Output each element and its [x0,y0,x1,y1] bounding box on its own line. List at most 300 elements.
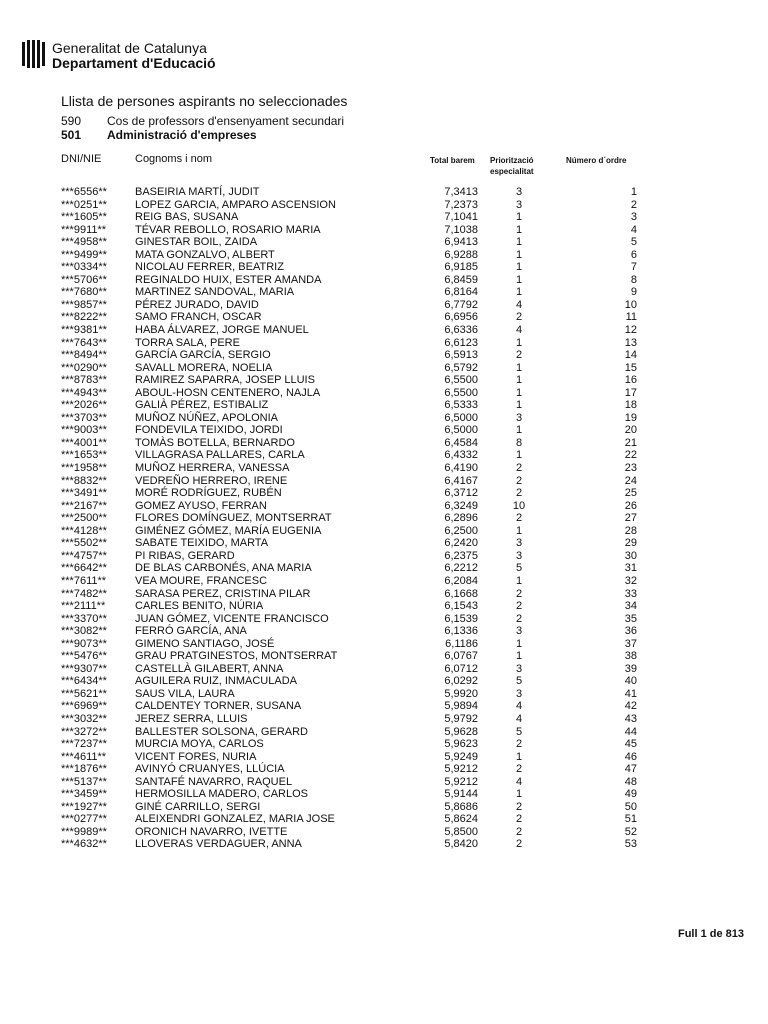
row-name: CASTELLÀ GILABERT, ANNA [135,662,284,675]
row-numero-ordre: 44 [624,725,637,738]
table-row [0,512,768,525]
row-prioritzacio: 1 [515,650,523,663]
row-dni: ***7643** [61,336,107,349]
row-numero-ordre: 46 [624,750,637,763]
row-numero-ordre: 39 [624,662,637,675]
row-name: GOMEZ AYUSO, FERRAN [135,499,267,512]
row-numero-ordre: 32 [624,574,637,587]
row-dni: ***1927** [61,800,107,813]
header-nom: Cognoms i nom [135,153,213,165]
row-numero-ordre: 36 [624,625,637,638]
table-row [0,600,768,613]
header-dni: DNI/NIE [61,153,102,165]
row-prioritzacio: 3 [515,662,523,675]
table-row [0,475,768,488]
row-numero-ordre: 50 [624,800,637,813]
table-row [0,274,768,287]
row-prioritzacio: 2 [515,462,523,475]
row-name: CARLES BENITO, NÚRIA [135,600,264,613]
row-prioritzacio: 1 [515,524,523,537]
row-prioritzacio: 1 [515,236,523,249]
row-numero-ordre: 12 [624,324,637,337]
row-total-barem: 6,5000 [444,424,478,437]
row-dni: ***7237** [61,738,107,751]
row-numero-ordre: 28 [624,524,637,537]
row-dni: ***7611** [61,574,107,587]
row-total-barem: 6,1543 [444,600,478,613]
row-numero-ordre: 31 [624,562,637,575]
row-prioritzacio: 2 [515,487,523,500]
row-dni: ***4943** [61,386,107,399]
table-row [0,374,768,387]
row-numero-ordre: 4 [630,223,637,236]
row-numero-ordre: 41 [624,687,637,700]
row-numero-ordre: 11 [625,311,637,324]
row-total-barem: 6,3712 [444,487,478,500]
table-row [0,525,768,538]
row-name: VICENT FORES, NURIA [135,750,257,763]
row-prioritzacio: 4 [515,700,523,713]
row-dni: ***3032** [61,712,107,725]
table-row [0,776,768,789]
row-name: BASEIRIA MARTÍ, JUDIT [135,186,260,198]
table-row [0,813,768,826]
row-dni: ***1653** [61,449,107,462]
row-prioritzacio: 4 [515,324,523,337]
table-row [0,299,768,312]
row-total-barem: 6,9288 [444,248,478,261]
row-prioritzacio: 5 [515,725,523,738]
row-numero-ordre: 53 [624,838,637,851]
row-numero-ordre: 20 [624,424,637,437]
table-row [0,588,768,601]
row-dni: ***1876** [61,763,107,776]
row-numero-ordre: 24 [624,474,637,487]
table-row [0,788,768,801]
row-name: SAVALL MORERA, NOELIA [135,361,273,374]
row-total-barem: 6,5000 [444,411,478,424]
table-row [0,199,768,212]
table-row [0,663,768,676]
row-prioritzacio: 3 [515,687,523,700]
table-row [0,751,768,764]
row-name: FLORES DOMÍNGUEZ, MONTSERRAT [135,512,332,525]
row-name: MARTINEZ SANDOVAL, MARIA [135,286,295,299]
row-total-barem: 7,1041 [444,211,478,224]
row-total-barem: 6,8459 [444,273,478,286]
row-name: GINÉ CARRILLO, SERGI [135,800,261,813]
row-numero-ordre: 10 [624,298,637,311]
row-total-barem: 6,4190 [444,462,478,475]
row-dni: ***9499** [61,248,107,261]
row-name: VILLAGRASA PALLARES, CARLA [135,449,305,462]
table-row [0,449,768,462]
row-prioritzacio: 1 [515,361,523,374]
table-row [0,186,768,199]
row-dni: ***1958** [61,462,107,475]
row-name: AVINYÓ CRUANYES, LLÚCIA [135,763,285,776]
row-prioritzacio: 2 [515,825,523,838]
row-numero-ordre: 14 [624,349,637,362]
table-row [0,324,768,337]
table-row [0,337,768,350]
row-total-barem: 6,0712 [444,662,478,675]
row-prioritzacio: 2 [515,600,523,613]
row-total-barem: 6,6123 [444,336,478,349]
org-name: Generalitat de Catalunya [52,40,207,56]
row-prioritzacio: 2 [515,349,523,362]
row-dni: ***8494** [61,349,107,362]
row-numero-ordre: 48 [624,775,637,788]
row-total-barem: 6,2084 [444,574,478,587]
row-prioritzacio: 1 [515,248,523,261]
row-dni: ***4001** [61,436,107,449]
row-dni: ***6434** [61,675,107,688]
row-name: GIMENO SANTIAGO, JOSÉ [135,637,275,650]
row-name: AGUILERA RUIZ, INMACULADA [135,675,297,688]
row-total-barem: 6,5333 [444,399,478,412]
row-name: MATA GONZALVO, ALBERT [135,248,275,261]
row-name: FERRÓ GARCÍA, ANA [135,625,247,638]
row-prioritzacio: 4 [515,712,523,725]
row-dni: ***5706** [61,273,107,286]
row-dni: ***9003** [61,424,107,437]
row-name: HABA ÁLVAREZ, JORGE MANUEL [135,324,309,337]
row-dni: ***7680** [61,286,107,299]
row-dni: ***0277** [61,813,107,826]
row-total-barem: 6,8164 [444,286,478,299]
row-total-barem: 6,5500 [444,386,478,399]
row-dni: ***9989** [61,825,107,838]
row-numero-ordre: 45 [624,738,637,751]
row-total-barem: 5,9212 [444,775,478,788]
row-prioritzacio: 1 [515,223,523,236]
row-name: SAMO FRANCH, OSCAR [135,311,262,324]
row-dni: ***5621** [61,687,107,700]
table-row [0,801,768,814]
row-name: TORRA SALA, PERE [135,336,240,349]
row-name: SAUS VILA, LAURA [135,687,235,700]
row-name: HERMOSILLA MADERO, CARLOS [135,788,308,801]
row-prioritzacio: 3 [515,625,523,638]
row-dni: ***3459** [61,788,107,801]
table-row [0,224,768,237]
row-prioritzacio: 2 [515,587,523,600]
row-numero-ordre: 18 [624,399,637,412]
row-dni: ***6969** [61,700,107,713]
row-prioritzacio: 2 [515,612,523,625]
row-prioritzacio: 1 [515,386,523,399]
row-numero-ordre: 23 [624,462,637,475]
row-numero-ordre: 22 [624,449,637,462]
row-total-barem: 6,5500 [444,374,478,387]
row-dni: ***4128** [61,524,107,537]
row-prioritzacio: 2 [515,838,523,851]
row-prioritzacio: 10 [512,499,526,512]
row-dni: ***4958** [61,236,107,249]
row-numero-ordre: 43 [624,712,637,725]
especialitat-name: Administració d'empreses [107,128,257,142]
row-name: ALEIXENDRI GONZALEZ, MARIA JOSE [135,813,335,826]
table-row [0,650,768,663]
row-name: BALLESTER SOLSONA, GERARD [135,725,308,738]
row-name: GALIÀ PÉREZ, ESTIBALIZ [135,399,269,412]
row-prioritzacio: 2 [515,311,523,324]
row-total-barem: 6,2375 [444,549,478,562]
row-name: REIG BAS, SUSANA [135,211,239,224]
row-prioritzacio: 4 [515,298,523,311]
row-name: LOPEZ GARCIA, AMPARO ASCENSION [135,198,336,211]
row-total-barem: 5,9212 [444,763,478,776]
row-dni: ***4757** [61,549,107,562]
table-row [0,487,768,500]
table-row [0,424,768,437]
row-total-barem: 6,1539 [444,612,478,625]
row-dni: ***9307** [61,662,107,675]
row-numero-ordre: 34 [624,600,637,613]
row-prioritzacio: 2 [515,474,523,487]
row-total-barem: 6,6956 [444,311,478,324]
row-numero-ordre: 21 [624,436,637,449]
row-total-barem: 5,9623 [444,738,478,751]
row-dni: ***0290** [61,361,107,374]
row-name: PÉREZ JURADO, DAVID [135,298,259,311]
table-row [0,726,768,739]
row-total-barem: 5,9628 [444,725,478,738]
row-total-barem: 5,8500 [444,825,478,838]
row-total-barem: 6,7792 [444,298,478,311]
table-row [0,763,768,776]
row-total-barem: 5,9894 [444,700,478,713]
table-row [0,675,768,688]
row-name: PI RIBAS, GERARD [135,549,235,562]
row-name: RAMIREZ SAPARRA, JOSEP LLUIS [135,374,315,387]
row-total-barem: 6,1668 [444,587,478,600]
row-total-barem: 6,4332 [444,449,478,462]
row-total-barem: 6,5792 [444,361,478,374]
row-prioritzacio: 4 [515,775,523,788]
row-dni: ***5137** [61,775,107,788]
especialitat-code: 501 [61,128,82,142]
row-numero-ordre: 16 [624,374,637,387]
row-total-barem: 6,5913 [444,349,478,362]
row-prioritzacio: 2 [515,813,523,826]
row-dni: ***8783** [61,374,107,387]
row-prioritzacio: 1 [515,788,523,801]
row-total-barem: 6,3249 [444,499,478,512]
row-dni: ***5502** [61,537,107,550]
table-row [0,738,768,751]
header-prio-line1: Priorització [490,156,534,165]
row-dni: ***6642** [61,562,107,575]
row-dni: ***1605** [61,211,107,224]
row-prioritzacio: 1 [515,449,523,462]
department-name: Departament d'Educació [52,55,216,71]
row-total-barem: 5,9792 [444,712,478,725]
row-numero-ordre: 9 [630,286,637,299]
row-name: CALDENTEY TORNER, SUSANA [135,700,302,713]
row-dni: ***9911** [61,223,107,236]
cos-name: Cos de professors d'ensenyament secundari [107,114,345,128]
table-row [0,362,768,375]
candidates-table [0,186,768,851]
table-row [0,575,768,588]
row-dni: ***4611** [61,750,107,763]
header-total: Total barem [430,156,475,165]
row-total-barem: 6,4584 [444,436,478,449]
row-name: TOMÀS BOTELLA, BERNARDO [135,436,295,449]
row-numero-ordre: 51 [624,813,637,826]
table-row [0,249,768,262]
row-name: SABATE TEIXIDO, MARTA [135,537,269,550]
row-dni: ***0251** [61,198,107,211]
row-numero-ordre: 19 [624,411,637,424]
row-prioritzacio: 8 [515,436,523,449]
header-prioritzacio [490,155,534,177]
row-name: VEDREÑO HERRERO, IRENE [135,474,288,487]
row-total-barem: 6,6336 [444,324,478,337]
row-name: ORONICH NAVARRO, IVETTE [135,825,288,838]
row-total-barem: 6,2420 [444,537,478,550]
row-dni: ***3082** [61,625,107,638]
table-row [0,826,768,839]
row-numero-ordre: 6 [630,248,637,261]
row-prioritzacio: 3 [515,549,523,562]
row-prioritzacio: 1 [515,424,523,437]
row-name: GRAU PRATGINESTOS, MONTSERRAT [135,650,338,663]
row-prioritzacio: 2 [515,512,523,525]
row-prioritzacio: 3 [515,186,523,198]
row-total-barem: 5,8686 [444,800,478,813]
row-total-barem: 7,3413 [444,186,478,198]
row-numero-ordre: 47 [624,763,637,776]
row-name: GARCÍA GARCÍA, SERGIO [135,349,271,362]
row-numero-ordre: 15 [624,361,637,374]
row-prioritzacio: 5 [515,562,523,575]
row-name: VEA MOURE, FRANCESC [135,574,268,587]
table-row [0,462,768,475]
row-numero-ordre: 30 [624,549,637,562]
row-numero-ordre: 29 [624,537,637,550]
row-dni: ***3370** [61,612,107,625]
row-prioritzacio: 2 [515,800,523,813]
row-name: MURCIA MOYA, CARLOS [135,738,264,751]
row-numero-ordre: 52 [624,825,637,838]
row-prioritzacio: 3 [515,198,523,211]
row-name: JEREZ SERRA, LLUIS [135,712,248,725]
table-row [0,349,768,362]
row-prioritzacio: 1 [515,399,523,412]
row-prioritzacio: 1 [515,374,523,387]
row-name: GINESTAR BOIL, ZAIDA [135,236,258,249]
row-prioritzacio: 1 [515,637,523,650]
row-total-barem: 6,2896 [444,512,478,525]
row-numero-ordre: 1 [630,186,637,198]
row-numero-ordre: 33 [624,587,637,600]
row-numero-ordre: 5 [630,236,637,249]
table-row [0,500,768,513]
table-row [0,838,768,851]
row-total-barem: 6,1336 [444,625,478,638]
row-numero-ordre: 8 [630,273,637,286]
row-total-barem: 6,1186 [445,637,478,650]
row-total-barem: 5,8420 [444,838,478,851]
row-name: GIMÉNEZ GÓMEZ, MARÍA EUGENIA [135,524,322,537]
row-total-barem: 7,2373 [444,198,478,211]
row-name: NICOLAU FERRER, BEATRIZ [135,261,284,274]
table-row [0,537,768,550]
table-row [0,562,768,575]
row-name: MUÑOZ HERRERA, VANESSA [135,462,290,475]
row-numero-ordre: 40 [624,675,637,688]
table-row [0,613,768,626]
row-dni: ***3272** [61,725,107,738]
row-total-barem: 6,4167 [444,474,478,487]
row-numero-ordre: 37 [624,637,637,650]
row-prioritzacio: 1 [515,286,523,299]
table-row [0,688,768,701]
row-dni: ***9073** [61,637,107,650]
row-name: FONDEVILA TEIXIDO, JORDI [135,424,283,437]
row-prioritzacio: 1 [515,273,523,286]
row-dni: ***4632** [61,838,107,851]
row-total-barem: 5,9920 [444,687,478,700]
row-numero-ordre: 27 [624,512,637,525]
table-row [0,625,768,638]
row-numero-ordre: 7 [630,261,637,274]
row-prioritzacio: 3 [515,537,523,550]
row-dni: ***3703** [61,411,107,424]
row-dni: ***8832** [61,474,107,487]
row-prioritzacio: 1 [515,336,523,349]
row-total-barem: 6,2212 [444,562,478,575]
table-row [0,387,768,400]
row-total-barem: 5,8624 [444,813,478,826]
row-prioritzacio: 3 [515,411,523,424]
row-numero-ordre: 13 [624,336,637,349]
row-name: JUAN GÓMEZ, VICENTE FRANCISCO [135,612,329,625]
row-name: LLOVERAS VERDAGUER, ANNA [135,838,302,851]
row-name: SARASA PEREZ, CRISTINA PILAR [135,587,311,600]
table-row [0,286,768,299]
row-total-barem: 6,9413 [444,236,478,249]
row-dni: ***2111** [61,600,106,613]
table-row [0,211,768,224]
row-prioritzacio: 2 [515,738,523,751]
table-row [0,261,768,274]
page-title: Llista de persones aspirants no seleccionades [61,93,348,109]
row-dni: ***2167** [61,499,107,512]
table-row [0,412,768,425]
table-row [0,550,768,563]
row-total-barem: 6,2500 [444,524,478,537]
row-prioritzacio: 1 [515,750,523,763]
row-numero-ordre: 3 [630,211,637,224]
header-ordre: Número d´ordre [566,156,627,165]
row-numero-ordre: 35 [624,612,637,625]
row-numero-ordre: 25 [624,487,637,500]
table-row [0,236,768,249]
row-name: DE BLAS CARBONÉS, ANA MARIA [135,562,312,575]
row-total-barem: 6,0767 [444,650,478,663]
row-dni: ***7482** [61,587,107,600]
row-dni: ***5476** [61,650,107,663]
row-dni: ***6556** [61,186,107,198]
row-total-barem: 6,0292 [444,675,478,688]
senyera-logo-icon [22,40,46,68]
row-prioritzacio: 1 [515,261,523,274]
row-numero-ordre: 2 [630,198,637,211]
